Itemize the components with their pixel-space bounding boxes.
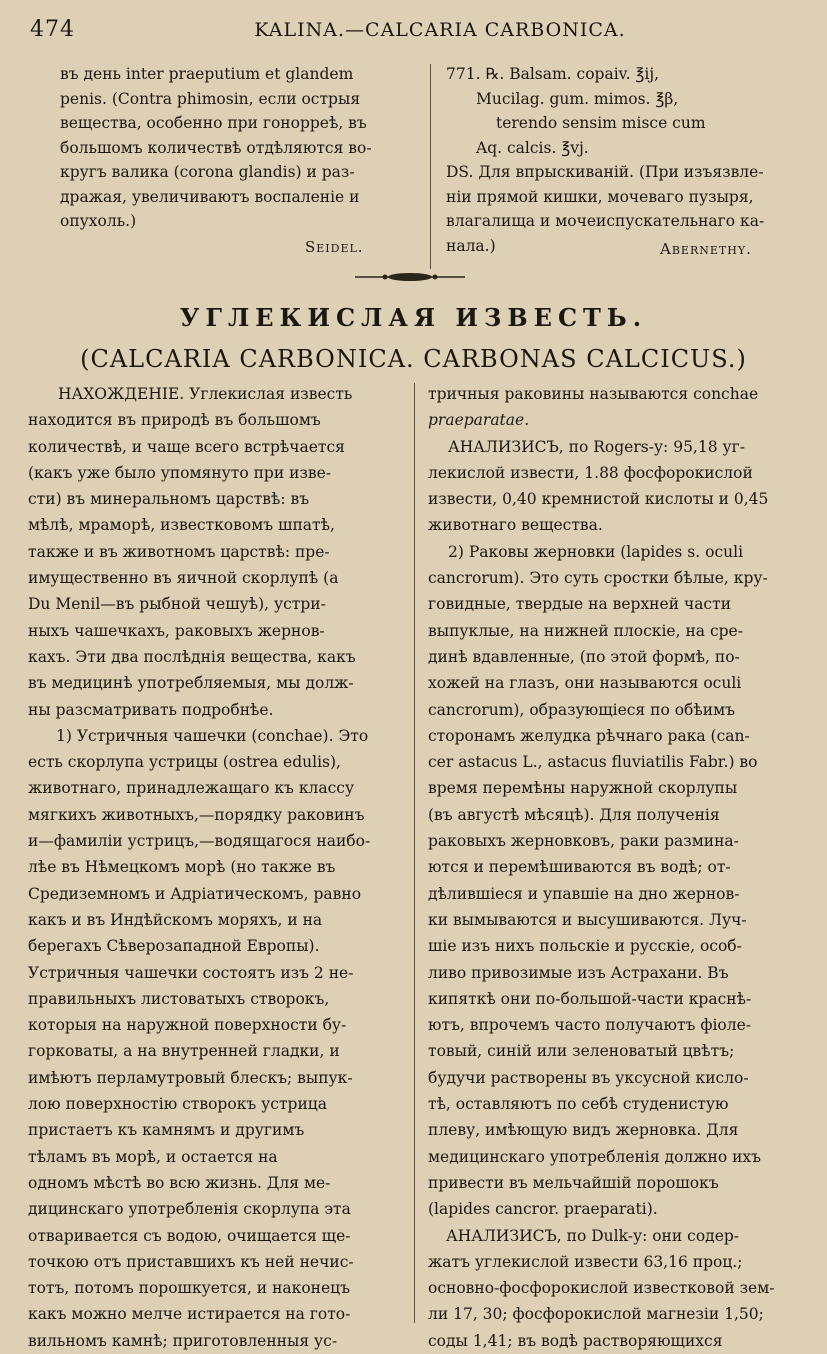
text-line: хожей на глазъ, они называются oculi (428, 674, 742, 693)
text-line: тотъ, потомъ порошкуется, и наконецъ (28, 1279, 350, 1298)
text-line: время перемѣны наружной скорлупы (428, 779, 738, 798)
text-line: cancrorum), образующіеся по обѣимъ (428, 700, 735, 719)
text-line: ливо привозимые изъ Астрахани. Въ (428, 963, 729, 982)
text-line: горковаты, а на внутренней гладки, и (28, 1042, 340, 1061)
text-line: (какъ уже было упомянуто при изве- (28, 463, 332, 482)
text-line: медицинскаго употребленія должно ихъ (428, 1147, 762, 1166)
text-line: АНАЛИЗИСЪ, по Rogers-у: 95,18 уг- (448, 437, 745, 456)
text-line: сти) въ минеральномъ царствѣ: въ (28, 490, 310, 509)
text-line: жатъ углекислой извести 63,16 проц.; (428, 1252, 743, 1271)
signature-seidel: Seidel. (305, 238, 364, 256)
text-line: плеву, имѣющую видъ жерновка. Для (428, 1121, 739, 1140)
text-line: DS. Для впрыскиваній. (При изъязвле- (446, 163, 764, 181)
text-line: мягкихъ животныхъ,—порядку раковинъ (28, 805, 365, 824)
column-divider-top (430, 64, 431, 269)
text-line: берегахъ Сѣверозападной Европы). (28, 937, 320, 956)
text-line: тѣламъ въ морѣ, и остается на (28, 1147, 278, 1166)
text-line: ныхъ чашечкахъ, раковыхъ жернов- (28, 621, 325, 640)
top-left-column (60, 62, 410, 234)
text-line: отваривается съ водою, очищается ще- (28, 1226, 351, 1245)
text-line: 1) Устричныя чашечки (conchae). Это (56, 726, 369, 745)
text-line: ютъ, впрочемъ часто получаютъ фіоле- (428, 1016, 752, 1035)
text-line: кипяткѣ они по-большой-части краснѣ- (428, 989, 752, 1008)
text-line: въ день inter praeputium et glandem (60, 65, 354, 83)
text-line: АНАЛИЗИСЪ, по Dulk-у: они содер- (446, 1226, 740, 1245)
signature-abernethy: Abernethy. (660, 240, 752, 258)
text-line: имущественно въ яичной скорлупѣ (а (28, 569, 339, 588)
text-line: извести, 0,40 кремнистой кислоты и 0,45 (428, 490, 769, 509)
page-number: 474 (30, 17, 75, 42)
text-line: ки вымываются и высушиваются. Луч- (428, 910, 747, 929)
text-line: Du Menil—въ рыбной чешуѣ), устри- (28, 595, 326, 614)
left-column (28, 381, 408, 1354)
text-line: нала.) (446, 236, 496, 255)
text-line: ются и перемѣшиваются въ водѣ; от- (428, 858, 731, 877)
text-line: тѣ, оставляютъ по себѣ студенистую (428, 1095, 729, 1114)
text-line: количествѣ, и чаще всего встрѣчается (28, 437, 345, 456)
text-line: дѣлившіеся и упавшіе на дно жернов- (428, 884, 740, 903)
text-line: есть скорлупа устрицы (ostrea edulis), (28, 753, 341, 772)
text-line: вильномъ камнѣ; приготовленныя ус- (28, 1331, 338, 1350)
text-line: влагалища и мочеиспускательнаго ка- (446, 212, 765, 230)
article-title: УГЛЕКИСЛАЯ ИЗВЕСТЬ. (179, 303, 648, 332)
text-line: ли 17, 30; фосфорокислой магнезіи 1,50; (428, 1305, 764, 1324)
text-line: Средиземномъ и Адріатическомъ, равно (28, 884, 362, 903)
text-line: лою поверхностію створокъ устрица (28, 1095, 328, 1114)
running-header (30, 17, 807, 47)
text-line: вещества, особенно при гонорреѣ, въ (60, 114, 367, 132)
text-line: раковыхъ жерновковъ, раки размина- (428, 832, 739, 851)
text-line: НАХОЖДЕНІЕ. Углекислая известь (58, 385, 353, 403)
text-line: точкою отъ приставшихъ къ ней нечис- (28, 1252, 354, 1271)
text-line: дражая, увеличиваютъ воспаленіе и (60, 187, 360, 206)
article-subtitle: (CALCARIA CARBONICA. CARBONAS CALCICUS.) (80, 345, 747, 373)
text-line: какъ можно мелче истирается на гото- (28, 1305, 351, 1324)
text-line: будучи растворены въ уксусной кисло- (428, 1068, 749, 1087)
text-line: ны разсматривать подробнѣе. (28, 700, 274, 719)
text-line: пристаетъ къ камнямъ и другимъ (28, 1121, 305, 1140)
text-line: находится въ природѣ въ большомъ (28, 411, 321, 430)
text-line: правильныхъ листоватыхъ створокъ, (28, 989, 330, 1008)
text-line: Устричныя чашечки состоятъ изъ 2 не- (28, 963, 354, 982)
right-column (428, 381, 813, 1354)
text-line: terendo sensim misce cum (496, 114, 706, 132)
ornament-divider (355, 271, 465, 283)
text-line: тричныя раковины называются conchae (428, 385, 759, 403)
text-line: въ медицинѣ употребляемыя, мы долж- (28, 674, 354, 693)
text-line: кругъ валика (corona glandis) и раз- (60, 163, 355, 181)
text-line: (lapides cancror. praeparati). (428, 1200, 658, 1219)
text-line: имѣютъ перламутровый блескъ; выпук- (28, 1068, 353, 1087)
running-title: KALINA.—CALCARIA CARBONICA. (254, 19, 626, 41)
text-line: одномъ мѣстѣ во всю жизнь. Для ме- (28, 1173, 331, 1192)
text-line: ніи прямой кишки, мочеваго пузыря, (446, 187, 754, 206)
text-line: (въ августѣ мѣсяцѣ). Для полученія (428, 805, 720, 824)
text-line: большомъ количествѣ отдѣляются во- (60, 138, 372, 157)
text-line: выпуклые, на нижней плоскіе, на сре- (428, 621, 743, 640)
text-line: cer astacus L., astacus fluviatilis Fabr.) во (428, 753, 758, 772)
column-divider-main (414, 383, 415, 1323)
text-line: penis. (Contra phimosin, если острыя (60, 89, 361, 108)
text-line: шіе изъ нихъ польскіе и русскіе, особ- (428, 937, 742, 956)
text-line: лѣе въ Нѣмецкомъ морѣ (но также въ (28, 858, 336, 877)
text-line: также и въ животномъ царствѣ: пре- (28, 542, 330, 561)
text-line: лекислой извести, 1.88 фосфорокислой (428, 463, 753, 482)
text-line: опухоль.) (60, 212, 137, 230)
text-line: 771. ℞. Balsam. copaiv. ℥ij, (446, 65, 660, 83)
text-line: какъ и въ Индѣйскомъ моряхъ, и на (28, 910, 323, 929)
text-line: животнаго вещества. (428, 516, 603, 535)
text-line: соды 1,41; въ водѣ растворяющихся (428, 1331, 723, 1350)
text-line: и—фамиліи устрицъ,—водящагося наибо- (28, 832, 371, 851)
text-line: динѣ вдавленные, (по этой формѣ, по- (428, 647, 740, 666)
text-line: сторонамъ желудка рѣчнаго рака (can- (428, 726, 750, 745)
text-line: товый, синій или зеленоватый цвѣтъ; (428, 1042, 735, 1061)
text-line: Aq. calcis. ℥vj. (476, 138, 589, 157)
text-line: животнаго, принадлежащаго къ классу (28, 779, 355, 798)
text-line: мѣлѣ, мраморѣ, известковомъ шпатѣ, (28, 516, 335, 535)
text-line: привести въ мельчайшій порошокъ (428, 1173, 719, 1192)
text-line: основно-фосфорокислой известковой зем- (428, 1279, 775, 1298)
text-line: 2) Раковы жерновки (lapides s. oculi (448, 542, 744, 561)
text-line: которыя на наружной поверхности бу- (28, 1016, 347, 1035)
text-line: кахъ. Эти два послѣднія вещества, какъ (28, 647, 356, 666)
top-right-column (446, 62, 806, 258)
text-line: praeparatae. (428, 411, 530, 430)
text-line: cancrorum). Это суть сростки бѣлые, кру- (428, 569, 768, 588)
text-line: говидные, твердые на верхней части (428, 595, 732, 614)
text-line: Mucilag. gum. mimos. ℥β, (476, 89, 679, 108)
text-line: дицинскаго употребленія скорлупа эта (28, 1200, 351, 1219)
